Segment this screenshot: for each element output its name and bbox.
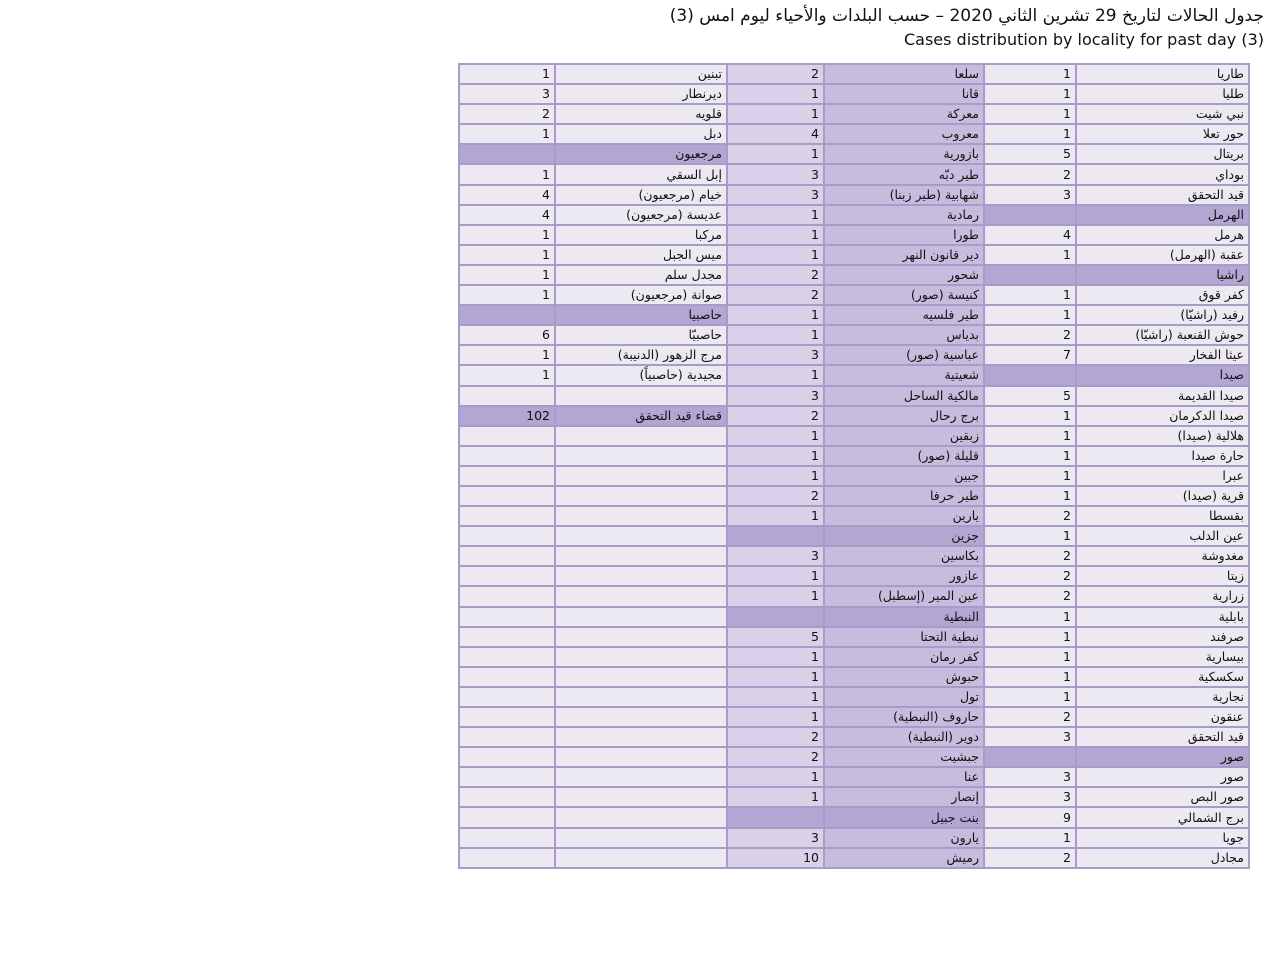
table-row (459, 687, 1249, 707)
case-count-cell: 1 (459, 124, 555, 144)
case-count-cell: 1 (459, 245, 555, 265)
locality-name-cell: دير قانون النهر (824, 245, 984, 265)
case-count-cell: 2 (727, 285, 824, 305)
locality-name-cell: برج الشمالي (1076, 807, 1249, 827)
locality-name-cell: رفيد (راشيّا) (1076, 305, 1249, 325)
table-row (459, 225, 1249, 245)
case-count-cell: 1 (984, 466, 1076, 486)
case-count-cell: 2 (727, 486, 824, 506)
locality-name-cell: عديسة (مرجعيون) (555, 205, 727, 225)
locality-name-cell: صور (1076, 767, 1249, 787)
locality-name-cell: كفر رمان (824, 647, 984, 667)
case-count-cell: 1 (727, 245, 824, 265)
case-count-cell (459, 607, 555, 627)
case-count-cell (459, 506, 555, 526)
case-count-cell: 1 (727, 84, 824, 104)
case-count-cell: 1 (984, 406, 1076, 426)
locality-name-cell: ميس الجبل (555, 245, 727, 265)
locality-name-cell (555, 466, 727, 486)
case-count-cell: 4 (459, 185, 555, 205)
table-row (459, 446, 1249, 466)
case-count-cell: 1 (984, 828, 1076, 848)
case-count-cell: 1 (727, 586, 824, 606)
case-count-cell (459, 687, 555, 707)
table-row (459, 727, 1249, 747)
case-count-cell (984, 205, 1076, 225)
locality-name-cell: نبطية التحتا (824, 627, 984, 647)
case-count-cell: 1 (727, 506, 824, 526)
case-count-cell: 1 (459, 365, 555, 385)
table-row (459, 426, 1249, 446)
case-count-cell (459, 305, 555, 325)
case-count-cell: 1 (727, 687, 824, 707)
district-header-cell: صور (1076, 747, 1249, 767)
case-count-cell: 1 (984, 104, 1076, 124)
locality-name-cell: مالكية الساحل (824, 386, 984, 406)
table-row (459, 647, 1249, 667)
locality-name-cell (555, 607, 727, 627)
locality-name-cell: إنصار (824, 787, 984, 807)
table-row (459, 345, 1249, 365)
case-count-cell: 2 (984, 325, 1076, 345)
locality-name-cell: برج رحال (824, 406, 984, 426)
locality-name-cell: قانا (824, 84, 984, 104)
locality-name-cell: مجدل سلم (555, 265, 727, 285)
locality-name-cell: عين الدلب (1076, 526, 1249, 546)
case-count-cell (459, 466, 555, 486)
case-count-cell: 1 (984, 486, 1076, 506)
case-count-cell: 1 (727, 667, 824, 687)
locality-name-cell: بازورية (824, 144, 984, 164)
case-count-cell (459, 546, 555, 566)
locality-name-cell: بابلية (1076, 607, 1249, 627)
case-count-cell: 1 (727, 466, 824, 486)
locality-name-cell: عقبة (الهرمل) (1076, 245, 1249, 265)
case-count-cell (459, 144, 555, 164)
district-header-cell: صيدا (1076, 365, 1249, 385)
locality-name-cell: دوير (النبطية) (824, 727, 984, 747)
case-count-cell: 2 (984, 707, 1076, 727)
locality-name-cell (555, 566, 727, 586)
locality-name-cell: زيتا (1076, 566, 1249, 586)
locality-name-cell: قيد التحقق (1076, 185, 1249, 205)
case-count-cell: 1 (984, 667, 1076, 687)
case-count-cell: 1 (727, 205, 824, 225)
district-header-cell: راشيا (1076, 265, 1249, 285)
case-count-cell: 1 (984, 64, 1076, 84)
locality-name-cell: قلويه (555, 104, 727, 124)
table-row (459, 546, 1249, 566)
locality-name-cell: عبرا (1076, 466, 1249, 486)
case-count-cell: 3 (727, 546, 824, 566)
locality-name-cell: صيدا القديمة (1076, 386, 1249, 406)
case-count-cell: 3 (984, 727, 1076, 747)
case-count-cell (459, 586, 555, 606)
table-row (459, 707, 1249, 727)
case-count-cell: 3 (984, 767, 1076, 787)
locality-name-cell: مرج الزهور (الدنيبة) (555, 345, 727, 365)
case-count-cell: 1 (984, 245, 1076, 265)
district-header-cell: بنت جبيل (824, 807, 984, 827)
locality-name-cell: حوش القنعبة (راشيّا) (1076, 325, 1249, 345)
case-count-cell: 7 (984, 345, 1076, 365)
locality-name-cell: قرية (صيدا) (1076, 486, 1249, 506)
cases-table (458, 63, 1250, 869)
locality-name-cell (555, 627, 727, 647)
locality-name-cell: معركة (824, 104, 984, 124)
locality-name-cell: معروب (824, 124, 984, 144)
locality-name-cell: طليا (1076, 84, 1249, 104)
locality-name-cell: بدياس (824, 325, 984, 345)
table-row (459, 325, 1249, 345)
case-count-cell: 2 (984, 566, 1076, 586)
case-count-cell: 1 (727, 787, 824, 807)
case-count-cell: 1 (984, 446, 1076, 466)
district-header-cell: النبطية (824, 607, 984, 627)
case-count-cell: 1 (459, 225, 555, 245)
locality-name-cell: بوداي (1076, 164, 1249, 184)
locality-name-cell: قيد التحقق (1076, 727, 1249, 747)
case-count-cell: 1 (459, 345, 555, 365)
table-row (459, 305, 1249, 325)
locality-name-cell: كفر قوق (1076, 285, 1249, 305)
locality-name-cell (555, 426, 727, 446)
case-count-cell: 1 (984, 285, 1076, 305)
table-row (459, 767, 1249, 787)
case-count-cell (727, 526, 824, 546)
locality-name-cell (555, 707, 727, 727)
case-count-cell (459, 727, 555, 747)
table-row (459, 526, 1249, 546)
district-header-cell: قضاء قيد التحقق (555, 406, 727, 426)
table-row (459, 84, 1249, 104)
case-count-cell: 3 (727, 386, 824, 406)
case-count-cell: 1 (984, 647, 1076, 667)
case-count-cell: 6 (459, 325, 555, 345)
case-count-cell (459, 747, 555, 767)
locality-name-cell: شهابية (طير زبنا) (824, 185, 984, 205)
locality-name-cell (555, 787, 727, 807)
table-row (459, 566, 1249, 586)
locality-name-cell: مجادل (1076, 848, 1249, 868)
locality-name-cell (555, 386, 727, 406)
locality-name-cell: صيدا الدكرمان (1076, 406, 1249, 426)
case-count-cell: 3 (984, 787, 1076, 807)
locality-name-cell (555, 586, 727, 606)
table-row (459, 466, 1249, 486)
locality-name-cell (555, 506, 727, 526)
locality-name-cell: عازور (824, 566, 984, 586)
case-count-cell: 1 (459, 64, 555, 84)
locality-name-cell (555, 546, 727, 566)
locality-name-cell: هرمل (1076, 225, 1249, 245)
table-row (459, 245, 1249, 265)
case-count-cell: 10 (727, 848, 824, 868)
case-count-cell (459, 807, 555, 827)
case-count-cell: 2 (984, 546, 1076, 566)
case-count-cell: 3 (459, 84, 555, 104)
case-count-cell: 2 (984, 506, 1076, 526)
locality-name-cell: سكسكية (1076, 667, 1249, 687)
case-count-cell: 1 (727, 365, 824, 385)
table-row (459, 828, 1249, 848)
locality-name-cell: عنا (824, 767, 984, 787)
locality-name-cell: سلعا (824, 64, 984, 84)
case-count-cell: 2 (984, 164, 1076, 184)
case-count-cell: 1 (727, 104, 824, 124)
case-count-cell: 1 (727, 325, 824, 345)
locality-name-cell: تبنين (555, 64, 727, 84)
case-count-cell (459, 707, 555, 727)
locality-name-cell: كنيسة (صور) (824, 285, 984, 305)
table-row (459, 747, 1249, 767)
table-row (459, 64, 1249, 84)
locality-name-cell: جبشيت (824, 747, 984, 767)
table-row (459, 406, 1249, 426)
table-row (459, 607, 1249, 627)
case-count-cell (984, 265, 1076, 285)
case-count-cell (459, 426, 555, 446)
locality-name-cell: نجارية (1076, 687, 1249, 707)
table-row (459, 787, 1249, 807)
case-count-cell (459, 386, 555, 406)
table-row (459, 848, 1249, 868)
locality-name-cell: صوانة (مرجعيون) (555, 285, 727, 305)
locality-name-cell: حاروف (النبطية) (824, 707, 984, 727)
table-row (459, 386, 1249, 406)
page-title-arabic: جدول الحالات لتاريخ 29 تشرين الثاني 2020 – حسب البلدات والأحياء ليوم امس (3) (669, 6, 1264, 26)
locality-name-cell (555, 807, 727, 827)
locality-name-cell: صور البص (1076, 787, 1249, 807)
case-count-cell: 1 (459, 265, 555, 285)
case-count-cell: 5 (984, 144, 1076, 164)
case-count-cell (459, 647, 555, 667)
table-row (459, 124, 1249, 144)
locality-name-cell (555, 667, 727, 687)
locality-name-cell: بكاسين (824, 546, 984, 566)
case-count-cell: 2 (727, 64, 824, 84)
table-row (459, 506, 1249, 526)
table-row (459, 104, 1249, 124)
locality-name-cell: قليلة (صور) (824, 446, 984, 466)
case-count-cell (459, 787, 555, 807)
locality-name-cell: بريتال (1076, 144, 1249, 164)
case-count-cell: 4 (727, 124, 824, 144)
locality-name-cell: حبوش (824, 667, 984, 687)
case-count-cell: 102 (459, 406, 555, 426)
case-count-cell: 1 (727, 144, 824, 164)
district-header-cell: مرجعيون (555, 144, 727, 164)
locality-name-cell: زبقين (824, 426, 984, 446)
locality-name-cell: رمادية (824, 205, 984, 225)
case-count-cell: 1 (459, 164, 555, 184)
case-count-cell: 2 (984, 848, 1076, 868)
case-count-cell: 1 (984, 526, 1076, 546)
case-count-cell: 1 (727, 707, 824, 727)
table-row (459, 667, 1249, 687)
locality-name-cell (555, 526, 727, 546)
locality-name-cell: عباسية (صور) (824, 345, 984, 365)
case-count-cell: 1 (984, 84, 1076, 104)
case-count-cell: 1 (459, 285, 555, 305)
table-row (459, 185, 1249, 205)
case-count-cell: 1 (984, 305, 1076, 325)
case-count-cell (727, 807, 824, 827)
case-count-cell: 2 (727, 727, 824, 747)
locality-name-cell: نبي شيت (1076, 104, 1249, 124)
locality-name-cell (555, 747, 727, 767)
table-row (459, 285, 1249, 305)
table-row (459, 164, 1249, 184)
case-count-cell: 2 (727, 406, 824, 426)
locality-name-cell: تول (824, 687, 984, 707)
table-row (459, 627, 1249, 647)
locality-name-cell: طير دبّه (824, 164, 984, 184)
case-count-cell (984, 365, 1076, 385)
table-row (459, 486, 1249, 506)
locality-name-cell: يارين (824, 506, 984, 526)
case-count-cell: 1 (727, 647, 824, 667)
locality-name-cell: طورا (824, 225, 984, 245)
case-count-cell (459, 627, 555, 647)
table-row (459, 205, 1249, 225)
locality-name-cell: هلالية (صيدا) (1076, 426, 1249, 446)
case-count-cell: 4 (459, 205, 555, 225)
locality-name-cell: يارون (824, 828, 984, 848)
locality-name-cell (555, 647, 727, 667)
case-count-cell: 4 (984, 225, 1076, 245)
locality-name-cell: شحور (824, 265, 984, 285)
district-header-cell: جزين (824, 526, 984, 546)
locality-name-cell: حور تعلا (1076, 124, 1249, 144)
case-count-cell (459, 767, 555, 787)
case-count-cell: 1 (727, 426, 824, 446)
locality-name-cell: خيام (مرجعيون) (555, 185, 727, 205)
case-count-cell: 3 (727, 345, 824, 365)
case-count-cell (459, 566, 555, 586)
locality-name-cell: عنقون (1076, 707, 1249, 727)
case-count-cell: 2 (727, 265, 824, 285)
case-count-cell: 1 (727, 305, 824, 325)
case-count-cell: 2 (459, 104, 555, 124)
case-count-cell: 1 (727, 566, 824, 586)
case-count-cell (727, 607, 824, 627)
case-count-cell: 1 (984, 687, 1076, 707)
case-count-cell: 1 (727, 767, 824, 787)
locality-name-cell: رميش (824, 848, 984, 868)
locality-name-cell: صرفند (1076, 627, 1249, 647)
case-count-cell: 5 (984, 386, 1076, 406)
locality-name-cell: طير فلسيه (824, 305, 984, 325)
case-count-cell (459, 848, 555, 868)
locality-name-cell: طير حرفا (824, 486, 984, 506)
case-count-cell: 2 (727, 747, 824, 767)
locality-name-cell: شعيتية (824, 365, 984, 385)
district-header-cell: الهرمل (1076, 205, 1249, 225)
case-count-cell (459, 667, 555, 687)
table-row (459, 365, 1249, 385)
locality-name-cell: مركبا (555, 225, 727, 245)
locality-name-cell (555, 687, 727, 707)
case-count-cell: 3 (984, 185, 1076, 205)
locality-name-cell: جبين (824, 466, 984, 486)
case-count-cell: 1 (727, 225, 824, 245)
locality-name-cell (555, 767, 727, 787)
locality-name-cell: دبل (555, 124, 727, 144)
case-count-cell: 1 (984, 607, 1076, 627)
locality-name-cell (555, 727, 727, 747)
case-count-cell: 5 (727, 627, 824, 647)
page-title-english: Cases distribution by locality for past day (3) (903, 30, 1264, 49)
locality-name-cell (555, 828, 727, 848)
locality-name-cell: عين المير (إسطبل) (824, 586, 984, 606)
case-count-cell (459, 526, 555, 546)
locality-name-cell: حاصبيّا (555, 325, 727, 345)
case-count-cell: 1 (984, 627, 1076, 647)
case-count-cell: 1 (727, 446, 824, 466)
locality-name-cell: مجيدية (حاصبياً) (555, 365, 727, 385)
locality-name-cell: جويا (1076, 828, 1249, 848)
table-row (459, 265, 1249, 285)
case-count-cell (984, 747, 1076, 767)
table-row (459, 807, 1249, 827)
case-count-cell: 1 (984, 426, 1076, 446)
locality-name-cell: عيثا الفخار (1076, 345, 1249, 365)
table-row (459, 144, 1249, 164)
case-count-cell (459, 486, 555, 506)
locality-name-cell (555, 446, 727, 466)
locality-name-cell: حارة صيدا (1076, 446, 1249, 466)
locality-name-cell: زرارية (1076, 586, 1249, 606)
locality-name-cell: إبل السقي (555, 164, 727, 184)
locality-name-cell: مغدوشة (1076, 546, 1249, 566)
locality-name-cell (555, 486, 727, 506)
locality-name-cell: ديرنطار (555, 84, 727, 104)
locality-name-cell: بقسطا (1076, 506, 1249, 526)
case-count-cell: 2 (984, 586, 1076, 606)
district-header-cell: حاصبيا (555, 305, 727, 325)
locality-name-cell: بيسارية (1076, 647, 1249, 667)
locality-name-cell (555, 848, 727, 868)
case-count-cell: 3 (727, 185, 824, 205)
table-row (459, 586, 1249, 606)
locality-name-cell: طاريا (1076, 64, 1249, 84)
case-count-cell: 3 (727, 828, 824, 848)
case-count-cell: 3 (727, 164, 824, 184)
case-count-cell: 9 (984, 807, 1076, 827)
case-count-cell (459, 828, 555, 848)
case-count-cell (459, 446, 555, 466)
case-count-cell: 1 (984, 124, 1076, 144)
